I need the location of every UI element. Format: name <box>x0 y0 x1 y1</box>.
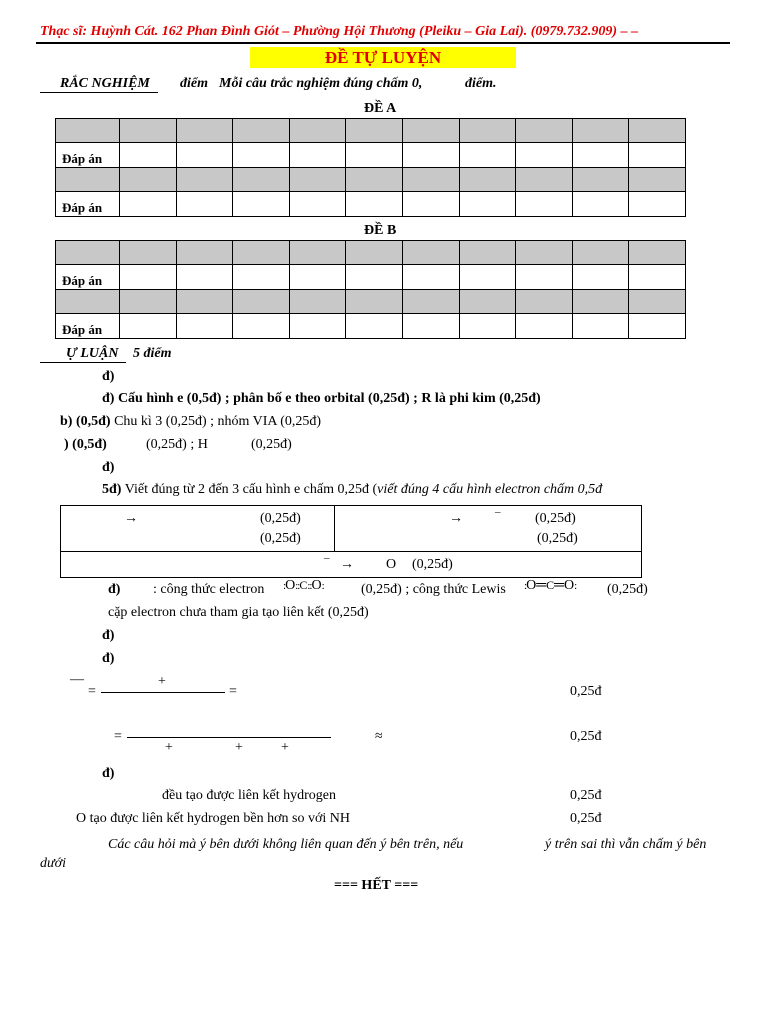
box-c1-p2: (0,25đ) <box>260 531 301 546</box>
part1-points: điểm <box>180 76 208 91</box>
box-divider-h <box>60 551 642 552</box>
answer-cell[interactable] <box>289 265 346 290</box>
item-2 <box>102 391 541 407</box>
box-divider-v <box>334 505 335 551</box>
item-3-label: b) (0,5đ) <box>60 414 111 429</box>
item-3-text: Chu kì 3 (0,25đ) ; nhóm VIA (0,25đ) <box>110 414 322 429</box>
answer-cell[interactable] <box>233 314 290 339</box>
answer-cell[interactable] <box>346 265 403 290</box>
item-7-label: đ) <box>108 582 121 597</box>
answer-cell[interactable] <box>233 143 290 168</box>
box-c1-arrow: → <box>124 511 138 526</box>
item-3 <box>60 414 321 430</box>
box-c2-minus: – <box>495 506 501 518</box>
box-r2-p: (0,25đ) <box>412 557 453 572</box>
electron-formula-o2: O <box>311 578 322 593</box>
item-6 <box>102 482 602 498</box>
answer-cell[interactable] <box>176 314 233 339</box>
de-a-label: ĐỀ A <box>364 101 397 116</box>
answer-cell[interactable] <box>516 143 573 168</box>
answer-cell[interactable] <box>176 192 233 217</box>
answer-cell[interactable] <box>346 143 403 168</box>
score-1: 0,25đ <box>570 684 602 699</box>
box-r2-o: O <box>386 557 397 572</box>
bond-dots: :: <box>295 580 300 592</box>
answer-cell[interactable] <box>572 143 629 168</box>
box-c2-p2: (0,25đ) <box>537 531 578 546</box>
answer-cell[interactable] <box>289 314 346 339</box>
lone-pair-dots: : <box>524 580 527 592</box>
answer-cell[interactable] <box>346 314 403 339</box>
part2-underline <box>40 362 126 363</box>
item-8: cặp electron chưa tham gia tạo liên kết (0,25đ) <box>108 605 369 620</box>
formula-1-eq-1: = <box>88 684 96 699</box>
part1-note: Mỗi câu trắc nghiệm đúng chấm 0, <box>219 76 423 91</box>
electron-formula-c: C <box>299 578 308 592</box>
lone-pair-dots: : <box>574 580 577 592</box>
box-r2-arrow: → <box>340 557 354 572</box>
formula-2-plus-1: + <box>165 740 173 755</box>
item-4-label: ) (0,5đ) <box>64 437 107 452</box>
grading-note-a: Các câu hỏi mà ý bên dưới không liên quan đến ý bên trên, nếu <box>108 837 464 852</box>
formula-2-plus-2: + <box>235 740 243 755</box>
item-5: đ) <box>102 460 115 475</box>
answer-cell[interactable] <box>176 265 233 290</box>
lewis-formula-o2: O <box>564 578 575 593</box>
fraction-line-2 <box>127 737 331 738</box>
grading-note-b: ý trên sai thì vẫn chấm ý bên <box>545 837 707 852</box>
answer-cell[interactable] <box>459 143 516 168</box>
formula-1-eq-2: = <box>229 684 237 699</box>
answer-cell[interactable] <box>459 192 516 217</box>
double-bond: ═ <box>554 578 565 593</box>
formula-2-eq: = <box>114 729 122 744</box>
part1-label: RẮC NGHIỆM <box>60 76 150 91</box>
answer-cell[interactable] <box>516 192 573 217</box>
item-9: đ) <box>102 628 115 643</box>
answer-cell[interactable] <box>289 192 346 217</box>
answer-cell[interactable] <box>402 314 459 339</box>
box-c2-arrow: → <box>449 511 463 526</box>
lewis-formula-c: C <box>546 578 555 592</box>
formula-2-approx: ≈ <box>375 729 383 744</box>
item-4-text-1: (0,25đ) ; H <box>146 437 208 452</box>
page-title: ĐỀ TỰ LUYỆN <box>250 47 516 68</box>
item-11: đ) <box>102 766 115 781</box>
item-6-text: Viết đúng từ 2 đến 3 cấu hình e chấm 0,25đ ( <box>121 482 378 497</box>
answer-cell[interactable] <box>120 314 177 339</box>
lewis-formula <box>524 578 576 594</box>
item-12: đều tạo được liên kết hydrogen <box>162 788 336 803</box>
item-10: đ) <box>102 651 115 666</box>
answer-cell[interactable] <box>289 143 346 168</box>
answer-cell[interactable] <box>176 143 233 168</box>
answer-cell[interactable] <box>402 143 459 168</box>
lone-pair-dots: : <box>283 580 286 592</box>
item-2-text: đ) Cấu hình e (0,5đ) ; phân bố e theo orbital (0,25đ) ; R là phi kim (0,25đ) <box>102 391 541 406</box>
answer-cell[interactable] <box>120 143 177 168</box>
answer-cell[interactable] <box>572 192 629 217</box>
bond-dots: :: <box>307 580 312 592</box>
box-c1-p1: (0,25đ) <box>260 511 301 526</box>
item-7-text-1: : công thức electron <box>153 582 265 597</box>
answer-cell[interactable] <box>572 265 629 290</box>
electron-formula-o1: O <box>285 578 296 593</box>
end-marker: === HẾT === <box>334 878 419 893</box>
answer-cell[interactable] <box>120 192 177 217</box>
answer-cell[interactable] <box>572 314 629 339</box>
item-4-text-2: (0,25đ) <box>251 437 292 452</box>
item-7-text-2: (0,25đ) ; công thức Lewis <box>361 582 506 597</box>
score-2: 0,25đ <box>570 729 602 744</box>
answer-cell[interactable] <box>629 265 686 290</box>
lone-pair-dots: : <box>321 580 324 592</box>
answer-cell[interactable] <box>402 192 459 217</box>
formula-1-dash: — <box>70 672 84 687</box>
item-7-text-3: (0,25đ) <box>607 582 648 597</box>
de-a-row-label-2: Đáp án <box>56 192 120 217</box>
de-b-label: ĐỀ B <box>364 223 397 238</box>
answer-cell[interactable] <box>120 265 177 290</box>
box-r2-minus: – <box>324 552 330 564</box>
answer-cell[interactable] <box>629 314 686 339</box>
part2-points: 5 điểm <box>133 346 172 361</box>
electron-formula <box>283 578 324 594</box>
answer-cell[interactable] <box>233 192 290 217</box>
part2-label: Ự LUẬN <box>66 346 119 361</box>
de-a-answer-table <box>55 118 686 217</box>
answer-cell[interactable] <box>233 265 290 290</box>
item-13: O tạo được liên kết hydrogen bền hơn so với NH <box>76 811 350 826</box>
item-6-label: 5đ) <box>102 482 122 497</box>
score-3: 0,25đ <box>570 788 602 803</box>
part1-underline <box>40 92 158 93</box>
grading-note-c: dưới <box>40 856 66 871</box>
formula-1-plus: + <box>158 674 166 689</box>
answer-cell[interactable] <box>346 192 403 217</box>
lewis-formula-o1: O <box>526 578 537 593</box>
answer-cell[interactable] <box>629 143 686 168</box>
item-6-italic: viết đúng 4 cấu hình electron chấm 0,5đ <box>377 482 603 497</box>
answer-cell[interactable] <box>629 192 686 217</box>
item-1: đ) <box>102 369 115 384</box>
formula-2-plus-3: + <box>281 740 289 755</box>
answer-cell[interactable] <box>516 265 573 290</box>
de-a-row-label-1: Đáp án <box>56 143 120 168</box>
de-b-answer-table <box>55 240 686 339</box>
box-c2-p1: (0,25đ) <box>535 511 576 526</box>
answer-cell[interactable] <box>459 314 516 339</box>
de-b-row-label-1: Đáp án <box>56 265 120 290</box>
score-4: 0,25đ <box>570 811 602 826</box>
answer-cell[interactable] <box>516 314 573 339</box>
part1-end: điểm. <box>465 76 497 91</box>
answer-cell[interactable] <box>459 265 516 290</box>
answer-cell[interactable] <box>402 265 459 290</box>
header-rule <box>36 42 730 44</box>
de-b-row-label-2: Đáp án <box>56 314 120 339</box>
fraction-line-1 <box>101 692 225 693</box>
double-bond: ═ <box>536 578 547 593</box>
page-header: Thạc sĩ: Huỳnh Cát. 162 Phan Đình Giót – Phường Hội Thương (Pleiku – Gia Lai). (0979.732.909) – – <box>40 24 639 39</box>
